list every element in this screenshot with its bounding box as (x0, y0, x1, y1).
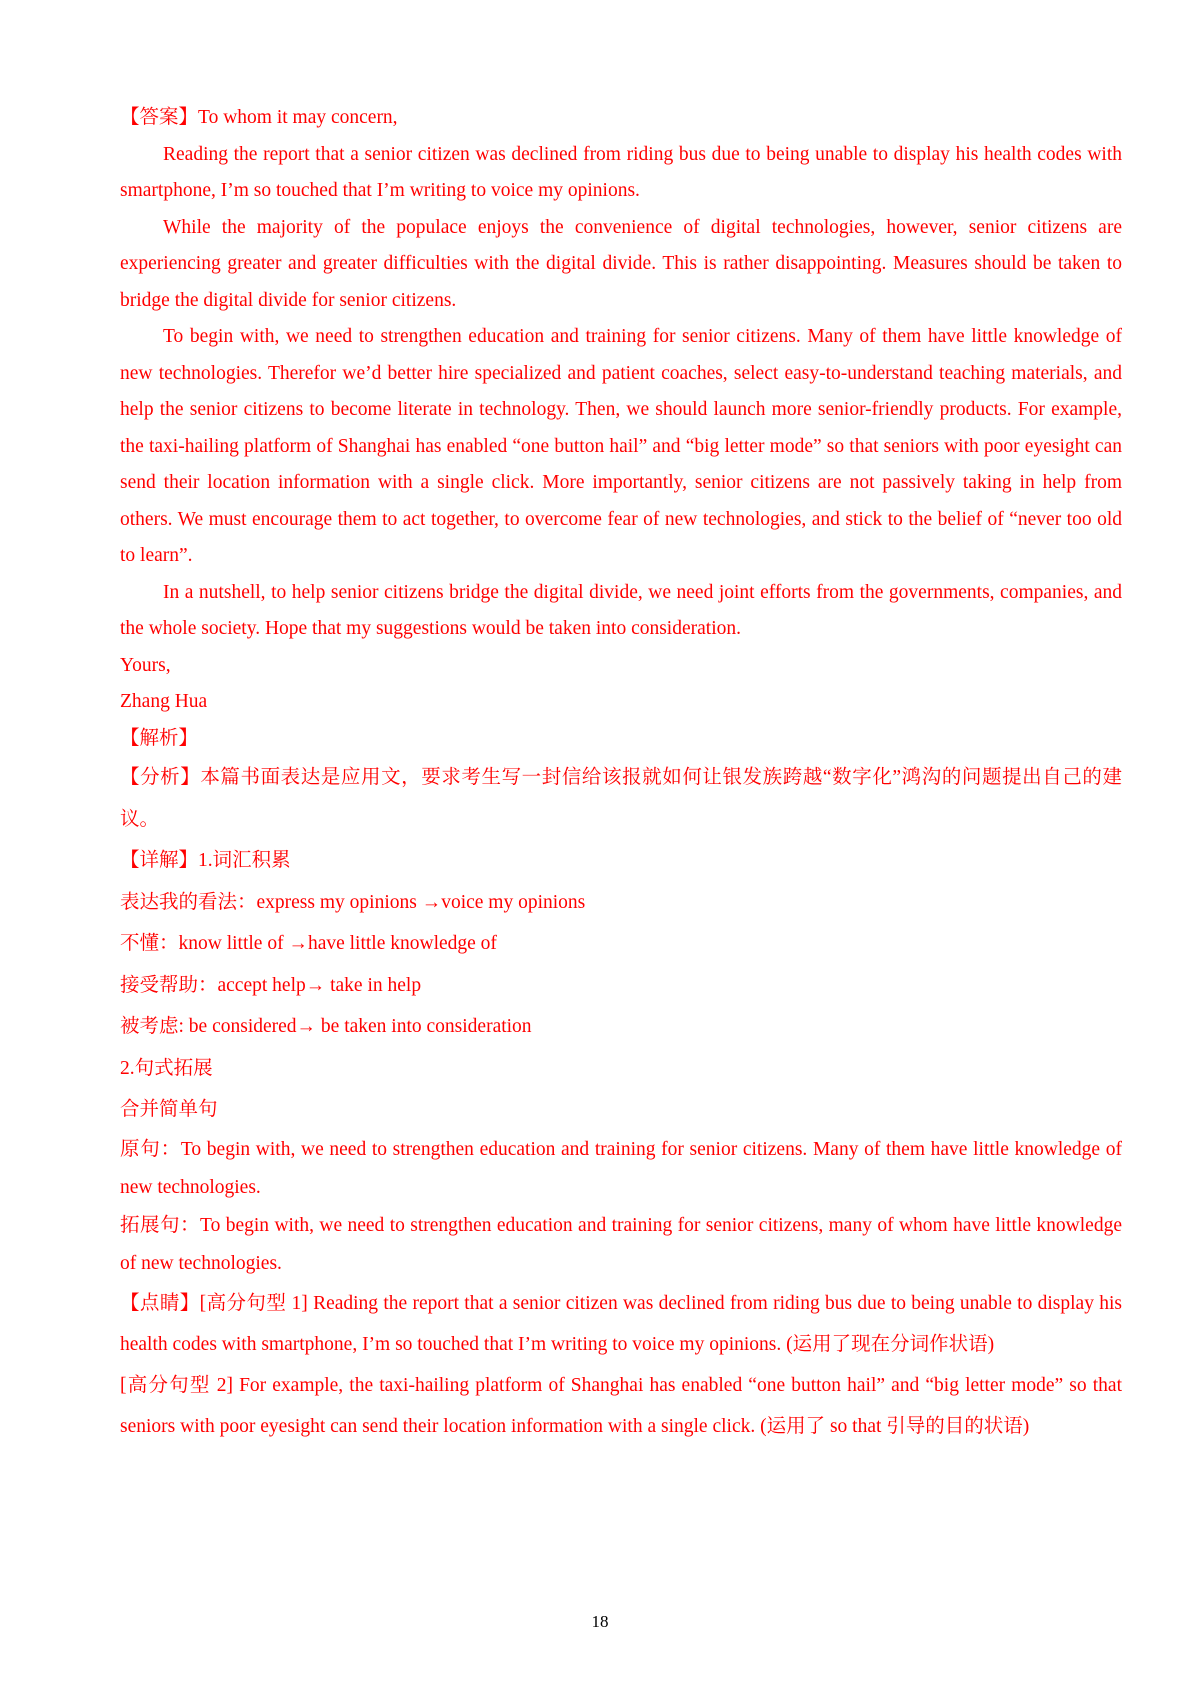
answer-paragraph-1: Reading the report that a senior citizen was declined from riding bus due to being unable to display his health codes with smartphone, I’m so touched that I’m writing to voice my opinions. (120, 143, 1122, 201)
sentence-subheading: 合并简单句 (120, 1099, 218, 1120)
answer-page (120, 100, 1122, 1447)
highlight-item-1 (120, 1283, 1122, 1365)
expanded-sentence: 拓展句：To begin with, we need to strengthen education and training for senior citizens, many of whom have little knowledge of new technologies. (120, 1214, 1122, 1274)
page-number: 18 (591, 1612, 609, 1631)
highlight-item-2: [高分句型 2] For example, the taxi-hailing platform of Shanghai has enabled “one button hail” and “big letter mode” so that seniors with poor eyesight can send their location information with a single click. (运用了 so that 引导的目的状语) (120, 1374, 1122, 1437)
detail-heading (120, 840, 1122, 882)
detail-tag: 【详解】 (120, 850, 199, 871)
sentence-heading: 2.句式拓展 (120, 1057, 213, 1079)
letter-closing: Yours, (120, 654, 171, 676)
vocab-item: 被考虑: be considered→ be taken into consideration (120, 1016, 532, 1037)
salutation: To whom it may concern, (198, 107, 398, 128)
fenxi-text: 本篇书面表达是应用文，要求考生写一封信给该报就如何让银发族跨越“数字化”鸿沟的问题提出自己的建议。 (120, 767, 1122, 830)
answer-tag: 【答案】 (120, 107, 199, 128)
highlight-tag: 【点睛】 (120, 1292, 200, 1314)
answer-paragraph-3: To begin with, we need to strengthen education and training for senior citizens. Many of them have little knowledge of new technologies. Therefor we’d better hire specialized and patient coaches, select easy-to-understand teaching materials, and help the senior citizens to become literate in technology. Then, we should launch more senior-friendly products. For example, the taxi-hailing platform of Shanghai has enabled “one button hail” and “big letter mode” so that seniors with poor eyesight can send their location information with a single click. More importantly, senior citizens are not passively taking in help from others. We must encourage them to act together, to overcome fear of new technologies, and stick to the belief of “never too old to learn”. (120, 326, 1122, 566)
fenxi-tag: 【分析】 (120, 767, 201, 788)
original-sentence: 原句：To begin with, we need to strengthen education and training for senior citizens. Many of them have little knowledge of new technologies. (120, 1138, 1122, 1198)
vocab-item: 表达我的看法：express my opinions →voice my opinions (120, 891, 586, 913)
highlight-text-1: [高分句型 1] Reading the report that a senior citizen was declined from riding bus due to being unable to display his health codes with smartphone, I’m so touched that I’m writing to voice my opinions. (运用了现在分词作状语) (120, 1292, 1122, 1355)
answer-paragraph-2: While the majority of the populace enjoys the convenience of digital technologies, however, senior citizens are experiencing greater and greater difficulties with the digital divide. This is rather disappointing. Measures should be taken to bridge the digital divide for senior citizens. (120, 216, 1122, 311)
vocab-item: 接受帮助：accept help→ take in help (120, 974, 422, 996)
answer-heading (120, 100, 1122, 137)
vocab-heading: 1.词汇积累 (198, 850, 291, 871)
analysis-summary (120, 757, 1122, 840)
letter-signature: Zhang Hua (120, 691, 208, 712)
answer-paragraph-4: In a nutshell, to help senior citizens bridge the digital divide, we need joint efforts from the governments, companies, and the whole society. Hope that my suggestions would be taken into consideration. (120, 581, 1122, 639)
analysis-tag: 【解析】 (120, 727, 199, 749)
vocab-item: 不懂：know little of →have little knowledge of (120, 933, 497, 954)
